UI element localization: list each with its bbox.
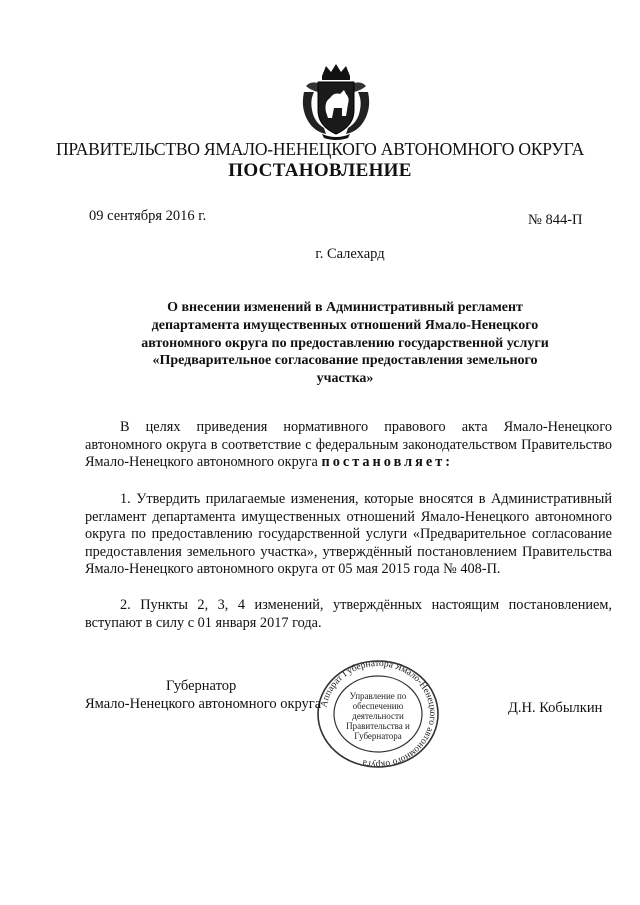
stamp-inner-text: Управление по обеспечению деятельности Правительства и Губернатора <box>346 691 410 741</box>
preamble-text: В целях приведения нормативного правового акта Ямало-Ненецкого автономного округа в соответствие с федеральным законодательством Правительство Ямало-Ненецкого автономного округа <box>85 419 612 470</box>
stamp-ring-text: Аппарат Губернатора Ямало-Ненецкого автономного округа <box>319 658 438 770</box>
document-number: № 844-П <box>528 212 583 228</box>
document-type: ПОСТАНОВЛЕНИЕ <box>228 160 412 181</box>
document-subject: О внесении изменений в Административный регламент департамента имущественных отношений Ямало-Ненецкого автономного округа по предоставлению государственной услуги «Предварительное согласование предоставления земельного участка» <box>141 300 549 387</box>
government-name: ПРАВИТЕЛЬСТВО ЯМАЛО-НЕНЕЦКОГО АВТОНОМНОГО ОКРУГА <box>55 139 585 159</box>
signatory-name: Д.Н. Кобылкин <box>508 700 603 716</box>
document-date: 09 сентября 2016 г. <box>89 208 207 224</box>
signature-title: Губернатор <box>166 678 237 694</box>
document-city: г. Салехард <box>315 246 385 262</box>
item-1-paragraph: 1. Утвердить прилагаемые изменения, которые вносятся в Административный регламент департамента имущественных отношений Ямало-Ненецкого автономного округа по предоставлению государственной услуги «Предварительное согласование предоставления земельного участка», утверждённый постановлением Правительства Ямало-Ненецкого автономного округа от 05 мая 2015 года № 408-П. <box>85 491 612 577</box>
official-stamp <box>314 658 442 770</box>
decree-word: постановляет: <box>321 454 453 470</box>
coat-of-arms-icon <box>296 62 376 140</box>
preamble-paragraph <box>85 419 612 472</box>
item-2-paragraph: 2. Пункты 2, 3, 4 изменений, утверждённых настоящим постановлением, вступают в силу с 01 января 2017 года. <box>85 597 612 631</box>
signature-organization: Ямало-Ненецкого автономного округа <box>85 696 322 712</box>
